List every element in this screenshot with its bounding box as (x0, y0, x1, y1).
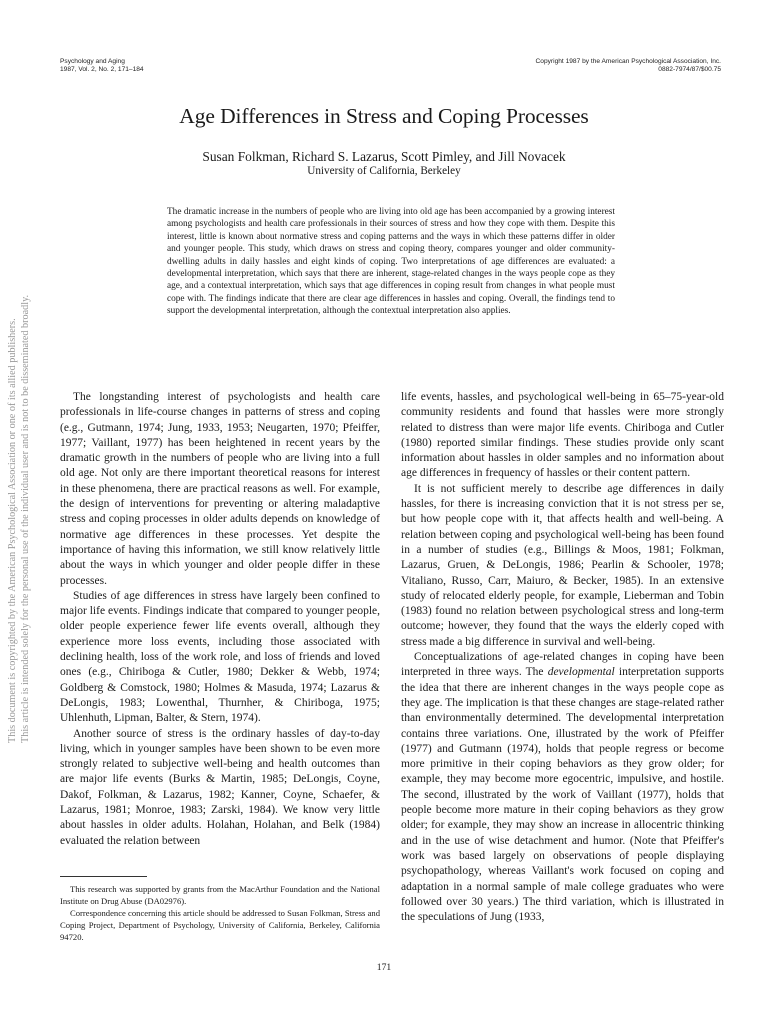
author-list: Susan Folkman, Richard S. Lazarus, Scott Pimley, and Jill Novacek (202, 149, 566, 164)
journal-info (60, 58, 144, 74)
body-text: interpretation supports the idea that there are inherent changes in the ways people cope as they age. The implication is that these changes are stage-related rather than environmentally determined. The developmental interpretation contains three variations. One, illustrated by the work of Pfeiffer (1977) and Gutmann (1974), holds that people regress or become more primitive in their coping behaviors as they grow older; for example, they may become more egocentric, impulsive, and hostile. The second, illustrated by the work of Vaillant (1977), holds that people become more mature in their coping behaviors as they grow older; for example, they may show an increase in allocentric thinking and in the use of wise detachment and humor. (Note that Pfeiffer's work was based largely on observations of people displaying psychopathology, whereas Vaillant's work focused on coping and adaptation in a normal sample of male college graduates who were followed over 30 years.) The third variation, which is illustrated in the speculations of Jung (1933, (401, 666, 724, 924)
body-paragraph: Studies of age differences in stress have largely been confined to major life events. Findings indicate that compared to younger people, older people experience fewer life events overall, although they experience more loss events, including those associated with declining health, loss of the work role, and loss of friends and loved ones (e.g., Chiriboga & Cutler, 1980; Dekker & Webb, 1974; Goldberg & Comstock, 1980; Holmes & Masuda, 1974; Lazarus & DeLongis, 1983; Lowenthal, Thurnher, & Chiriboga, 1975; Uhlenhuth, Lipman, Balter, & Stern, 1974). (60, 589, 380, 725)
body-paragraph: The longstanding interest of psychologists and health care professionals in life-course changes in patterns of stress and coping (e.g., Gutmann, 1974; Jung, 1933, 1953; Neugarten, 1970; Pfeiffer, 1977; Vaillant, 1977) has been heightened in recent years by the dramatic growth in the numbers of people who are living into a full old age. Not only are there important theoretical reasons for interest in these phenomena, there are practical reasons as well. For example, the design of interventions for preventing or altering maladaptive stress and coping processes in older adults depends on knowledge of normative age differences in these processes. Yet despite the importance of having this information, we still know relatively little about the ways in which younger and older people differ in these processes. (60, 391, 380, 587)
body-text: Conceptualizations of age-related changes in coping have been interpreted in three ways. The (401, 651, 724, 679)
sidebar-notice-line: This document is copyrighted by the American Psychological Association or one of its allied publishers. (7, 318, 18, 743)
article-title: Age Differences in Stress and Coping Processes (179, 104, 589, 128)
sidebar-notice-line: This article is intended solely for the personal use of the individual user and is not to be disseminated broadly. (20, 294, 31, 743)
footnotes (60, 883, 380, 943)
body-paragraph: Another source of stress is the ordinary hassles of day-to-day living, which in younger samples have been shown to be even more strongly related to subjective well-being and health outcomes than are major life events (Burks & Martin, 1985; DeLongis, Coyne, Dakof, Folkman, & Lazarus, 1982; Kanner, Coyne, Schaefer, & Lazarus, 1981; Monroe, 1983; Zarski, 1984). We know very little about hassles in older adults. Holahan, Holahan, and Belk (1984) evaluated the relation between (60, 727, 380, 847)
body-column-left (60, 390, 380, 849)
body-paragraph: life events, hassles, and psychological well-being in 65–75-year-old community residents and found that hassles were more strongly related to distress than were major life events. Chiriboga and Cutler (1980) reported similar findings. These studies provide only scant information about hassles in older samples and no information about age differences in frequency of hassles or their content pattern. (401, 391, 724, 480)
body-paragraph: It is not sufficient merely to describe age differences in daily hassles, for there is increasing conviction that it is not stress per se, but how people cope with it, that affects health and well-being. A relation between coping and psychological well-being has been found in a number of studies (e.g., Billings & Moos, 1981; Folkman, Lazarus, Gruen, & DeLongis, 1986; Pearlin & Schooler, 1978; Vitaliano, Russo, Carr, Maiuro, & Becker, 1985). In an extensive study of relocated elderly people, for example, Lieberman and Tobin (1983) found no relation between psychological stress and long-term outcome; however, they found that the ways the elderly coped with stress made a big difference in survival and well-being. (401, 482, 724, 648)
body-paragraph (401, 650, 724, 925)
footnote-divider (60, 876, 147, 877)
copyright-info (536, 58, 721, 74)
issn-line: 0882-7974/87/$00.75 (658, 66, 721, 73)
abstract: The dramatic increase in the numbers of people who are living into old age has been accompanied by a growing interest among psychologists and health care professionals in their sources of stress and how they cope with them. Despite this interest, little is known about normative stress and coping patterns and the ways in which these patterns differ in older and younger people. This study, which draws on stress and coping theory, compares younger and older community-dwelling adults in daily hassles and eight kinds of coping. Two interpretations of age differences are evaluated: a developmental interpretation, which says that there are inherent, stage-related changes in the ways people cope as they age, and a contextual interpretation, which says that age differences in coping result from changes in what people must cope with. The findings indicate that there are clear age differences in hassles and coping. Overall, the findings tend to support the developmental interpretation, although the contextual interpretation also applies. (167, 207, 615, 317)
page-number: 171 (376, 962, 392, 973)
body-column-right (401, 390, 724, 925)
funding-footnote: This research was supported by grants from the MacArthur Foundation and the National Institute on Drug Abuse (DA02976). (60, 884, 380, 906)
copyright-sidebar (0, 0, 38, 1024)
journal-name: Psychology and Aging (60, 58, 125, 65)
journal-volume: 1987, Vol. 2, No. 2, 171–184 (60, 66, 144, 73)
author-affiliation: University of California, Berkeley (307, 165, 461, 177)
copyright-line: Copyright 1987 by the American Psychological Association, Inc. (535, 58, 721, 65)
emphasized-term: developmental (547, 666, 615, 679)
correspondence-footnote: Correspondence concerning this article should be addressed to Susan Folkman, Stress and Coping Project, Department of Psychology, University of California, Berkeley, California 94720. (60, 908, 380, 942)
